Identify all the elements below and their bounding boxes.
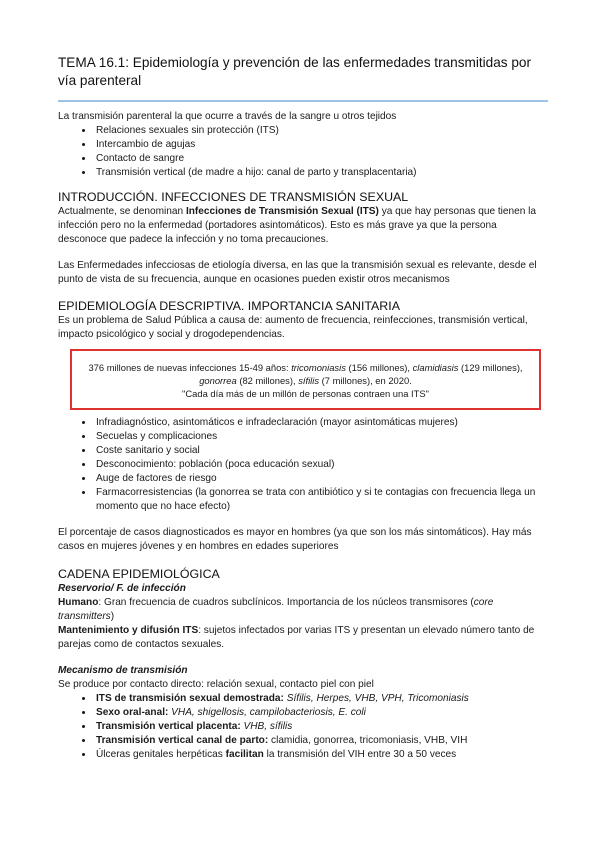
list-item: • Sexo oral-anal: VHA, shigellosis, campilobacteriosis, E. coli [94,706,548,720]
importance-list [58,416,548,514]
list-item: • Transmisión vertical (de madre a hijo: canal de parto y transplacentaria) [94,166,548,180]
list-item: • Auge de factores de riesgo [94,472,548,486]
section-heading-epidemiologia: EPIDEMIOLOGÍA DESCRIPTIVA. IMPORTANCIA SANITARIA [58,299,400,313]
paragraph: Actualmente, se denominan Infecciones de Transmisión Sexual (ITS) ya que hay personas que tienen la infección pero no la enfermedad (portadores asintomáticos). Esto es más grave ya que la persona desconoce que padece la infección y no toma precauciones. [58,206,537,245]
list-item: • Desconocimiento: población (poca educación sexual) [94,458,548,472]
section-heading-introduccion: INTRODUCCIÓN. INFECCIONES DE TRANSMISIÓN SEXUAL [58,190,409,204]
paragraph: El porcentaje de casos diagnosticados es mayor en hombres (ya que son los más sintomáticos). Hay más casos en mujeres jóvenes y en hombres en edades superiores [58,527,532,552]
list-item: • Relaciones sexuales sin protección (ITS) [94,124,548,138]
list-item: • Úlceras genitales herpéticas facilitan la transmisión del VIH entre 30 a 50 veces [94,748,548,762]
list-item: • Farmacorresistencias (la gonorrea se trata con antibiótico y si te contagias con frecuencia llega un momento que no hace efecto) [94,486,548,514]
list-item: • Transmisión vertical placenta: VHB, sífilis [94,720,548,734]
highlight-box [70,349,541,410]
paragraph: Las Enfermedades infecciosas de etiología diversa, en las que la transmisión sexual es relevante, desde el punto de vista de su frecuencia, aunque en ocasiones pueden existir otros mecanismos [58,260,537,285]
page-title: TEMA 16.1: Epidemiología y prevención de las enfermedades transmitidas por vía parenteral [58,55,532,88]
subheading-reservorio: Reservorio/ F. de infección [58,583,186,594]
paragraph-humano: Humano: Gran frecuencia de cuadros subclínicos. Importancia de los núcleos transmisores (core transmitters) [58,597,494,622]
list-item: • Coste sanitario y social [94,444,548,458]
subheading-mecanismo: Mecanismo de transmisión [58,665,188,676]
list-item: • Transmisión vertical canal de parto: clamidia, gonorrea, tricomoniasis, VHB, VIH [94,734,548,748]
intro-text: La transmisión parenteral la que ocurre a través de la sangre u otros tejidos [58,111,397,122]
section-heading-cadena: CADENA EPIDEMIOLÓGICA [58,567,220,581]
paragraph: Se produce por contacto directo: relación sexual, contacto piel con piel [58,679,374,690]
transmission-list [58,692,548,762]
document-page [58,54,548,762]
list-item: • Contacto de sangre [94,152,548,166]
paragraph-mantenimiento: Mantenimiento y difusión ITS: sujetos infectados por varias ITS y presentan un elevado número tanto de parejas como de contactos sexuales. [58,625,535,650]
title-divider [58,100,548,102]
list-item: • Intercambio de agujas [94,138,548,152]
list-item: • Secuelas y complicaciones [94,430,548,444]
intro-list [58,124,548,180]
paragraph: Es un problema de Salud Pública a causa de: aumento de frecuencia, reinfecciones, transmisión vertical, impacto psicológico y social y drogodependencias. [58,315,528,340]
box-quote: "Cada día más de un millón de personas contraen una ITS" [182,388,429,399]
box-statistics: 376 millones de nuevas infecciones 15-49 años: tricomoniasis (156 millones), clamidiasis (129 millones), gonorrea (82 millones), sífilis (7 millones), en 2020. [88,362,523,386]
list-item: • ITS de transmisión sexual demostrada: Sífilis, Herpes, VHB, VPH, Tricomoniasis [94,692,548,706]
list-item: • Infradiagnóstico, asintomáticos e infradeclaración (mayor asintomáticas mujeres) [94,416,548,430]
